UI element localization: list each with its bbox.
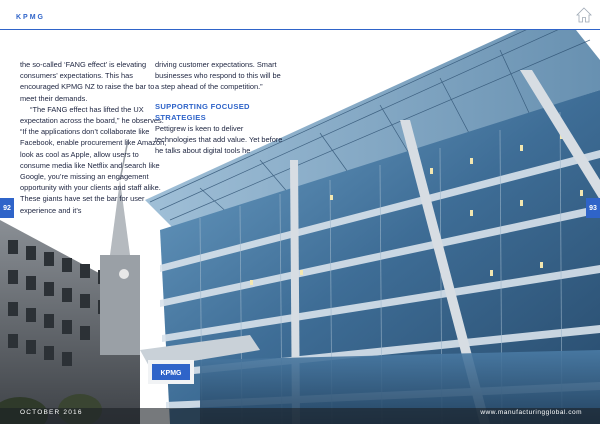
brand-label: KPMG — [16, 14, 45, 21]
page-number-right: 93 — [586, 198, 600, 218]
footer-issue-date: OCTOBER 2016 — [20, 409, 83, 416]
header — [0, 0, 600, 30]
kpmg-sign-text: KPMG — [160, 370, 182, 377]
footer-website-link[interactable]: www.manufacturingglobal.com — [480, 409, 582, 416]
paragraph-quote: “The FANG effect has lifted the UX expectation across the board,” he observes. “If the applications don’t collaborate like Facebook, enable procurement like Amazon, look as cool as Apple, allow users to consume media like Netflix and search like Google, you’re missing an engagement opportunity with your clients and staff alike. These giants have set the bar for user experience and it’s — [20, 104, 167, 215]
section-subheading: SUPPORTING FOCUSED STRATEGIES — [155, 101, 250, 122]
home-icon[interactable] — [576, 7, 592, 23]
paragraph: driving customer expectations. Smart businesses who respond to this will be a step ahead of the competition.” — [155, 60, 281, 92]
paragraph: Pettigrew is keen to deliver technologies that add value. Yet before he talks about digital tools he — [155, 124, 283, 156]
article-column-2 — [155, 59, 285, 157]
header-divider — [0, 29, 600, 30]
paragraph: the so-called ‘FANG effect’ is elevating consumers’ expectations. This has encouraged KPMG NZ to raise the bar to meet their demands. — [20, 60, 155, 103]
page-number-left: 92 — [0, 198, 14, 218]
article-column-1 — [20, 59, 168, 216]
